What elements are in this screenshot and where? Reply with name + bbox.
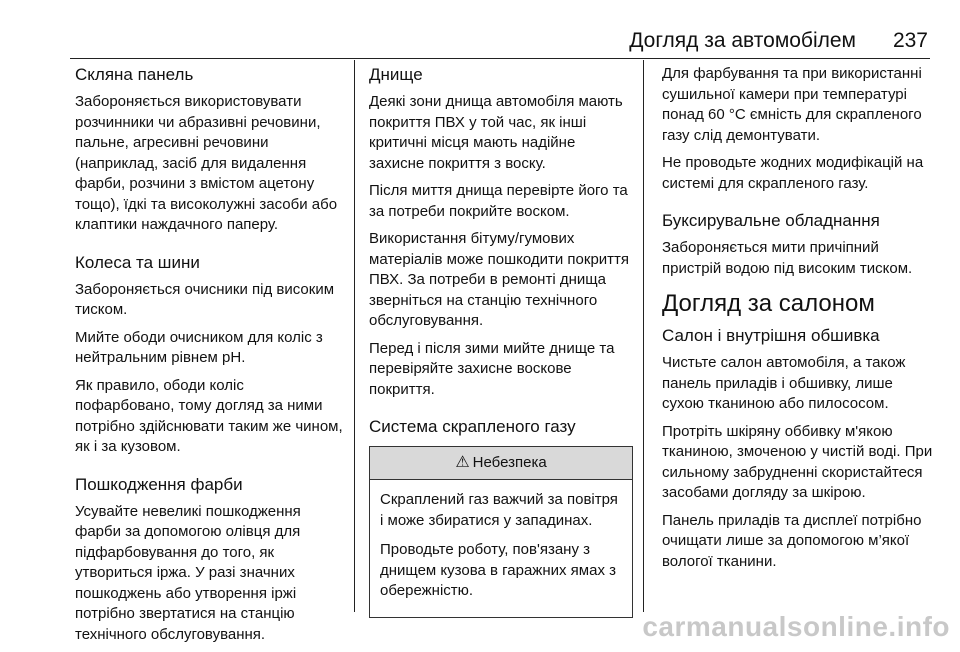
paragraph-lpg-2: Не проводьте жодних модифікацій на системі для скрапленого газу. (662, 154, 924, 192)
heading-underbody: Днище (369, 65, 423, 84)
warning-triangle-icon: ⚠ (455, 453, 470, 471)
page-number: 237 (892, 29, 928, 52)
paragraph-interior-1: Чистьте салон автомобіля, а також панель приладів і обшивку, лише сухою тканиною або пилососом. (662, 354, 906, 412)
warning-body (370, 480, 632, 617)
heading-towing-equipment: Буксирувальне обладнання (662, 211, 880, 230)
column-divider-2 (643, 60, 644, 612)
paragraph-lpg-1: Для фарбування та при використанні сушильної камери при температурі понад 60 °C ємність для скрапленого газу слід демонтувати. (662, 65, 922, 144)
warning-title: Небезпека (472, 453, 547, 471)
heading-interior-trim: Салон і внутрішня обшивка (662, 326, 880, 345)
column-1 (75, 64, 347, 652)
paragraph-interior-2: Протріть шкіряну оббивку м'якою тканиною, змоченою у чистій воді. При сильному забрудненні скористайтеся засобами догляду за шкірою. (662, 422, 933, 501)
paragraph-underbody-3: Використання бітуму/гумових матеріалів може пошкодити покриття ПВХ. За потреби в ремонті днища зверніться на станцію технічного обслуговування. (369, 230, 630, 329)
page-header-title: Догляд за автомобілем (629, 29, 856, 52)
watermark: carmanualsonline.info (642, 611, 950, 642)
paragraph-underbody-4: Перед і після зими мийте днище та перевіряйте захисне воскове покриття. (369, 339, 615, 398)
column-2 (369, 64, 633, 618)
paragraph-wheels-1: Забороняється очисники під високим тиском. (75, 280, 335, 318)
heading-wheels-tyres: Колеса та шини (75, 252, 200, 272)
warning-paragraph-1: Скраплений газ важчий за повітря і може збиратися у западинах. (380, 491, 618, 529)
warning-paragraph-2: Проводьте роботу, пов'язану з днищем кузова в гаражних ямах з обережністю. (380, 541, 616, 599)
column-3 (662, 64, 934, 579)
paragraph-towing: Забороняється мити причіпний пристрій водою під високим тиском. (662, 239, 913, 277)
paragraph-paint-damage: Усувайте невеликі пошкодження фарби за допомогою олівця для підфарбовування до того, як утвориться іржа. У разі значних пошкоджень або утворення іржі потрібно звертатися на станцію технічного обслуговування. (75, 502, 301, 643)
paragraph-underbody-2: Після миття днища перевірте його та за потреби покрийте воском. (369, 182, 628, 220)
heading-glass-panel: Скляна панель (75, 65, 194, 84)
header-rule (70, 58, 930, 59)
paragraph-underbody-1: Деякі зони днища автомобіля мають покриття ПВХ у той час, як інші критичні місця мають надійне захисне покриття з воску. (369, 93, 623, 172)
heading-lpg-system: Система скрапленого газу (369, 417, 576, 436)
paragraph-wheels-2: Мийте ободи очисником для коліс з нейтральним рівнем pH. (75, 328, 323, 366)
paragraph-interior-3: Панель приладів та дисплеї потрібно очищати лише за допомогою м’якої вологої тканини. (662, 511, 922, 570)
paragraph-wheels-3: Як правило, ободи коліс пофарбовано, тому догляд за ними потрібно здійснювати таким же чином, як і за кузовом. (75, 376, 343, 455)
heading-paint-damage: Пошкодження фарби (75, 474, 243, 494)
warning-header (370, 447, 632, 480)
heading-interior-care: Догляд за салоном (662, 290, 875, 317)
warning-box (369, 446, 633, 618)
paragraph-glass-panel: Забороняється використовувати розчинники чи абразивні речовини, пальне, агресивні речовини (наприклад, засіб для видалення фарби, розчини з вмістом ацетону тощо), їдкі та високолужні засоби або клаптики наждачного паперу. (75, 93, 338, 233)
column-divider-1 (354, 60, 355, 612)
